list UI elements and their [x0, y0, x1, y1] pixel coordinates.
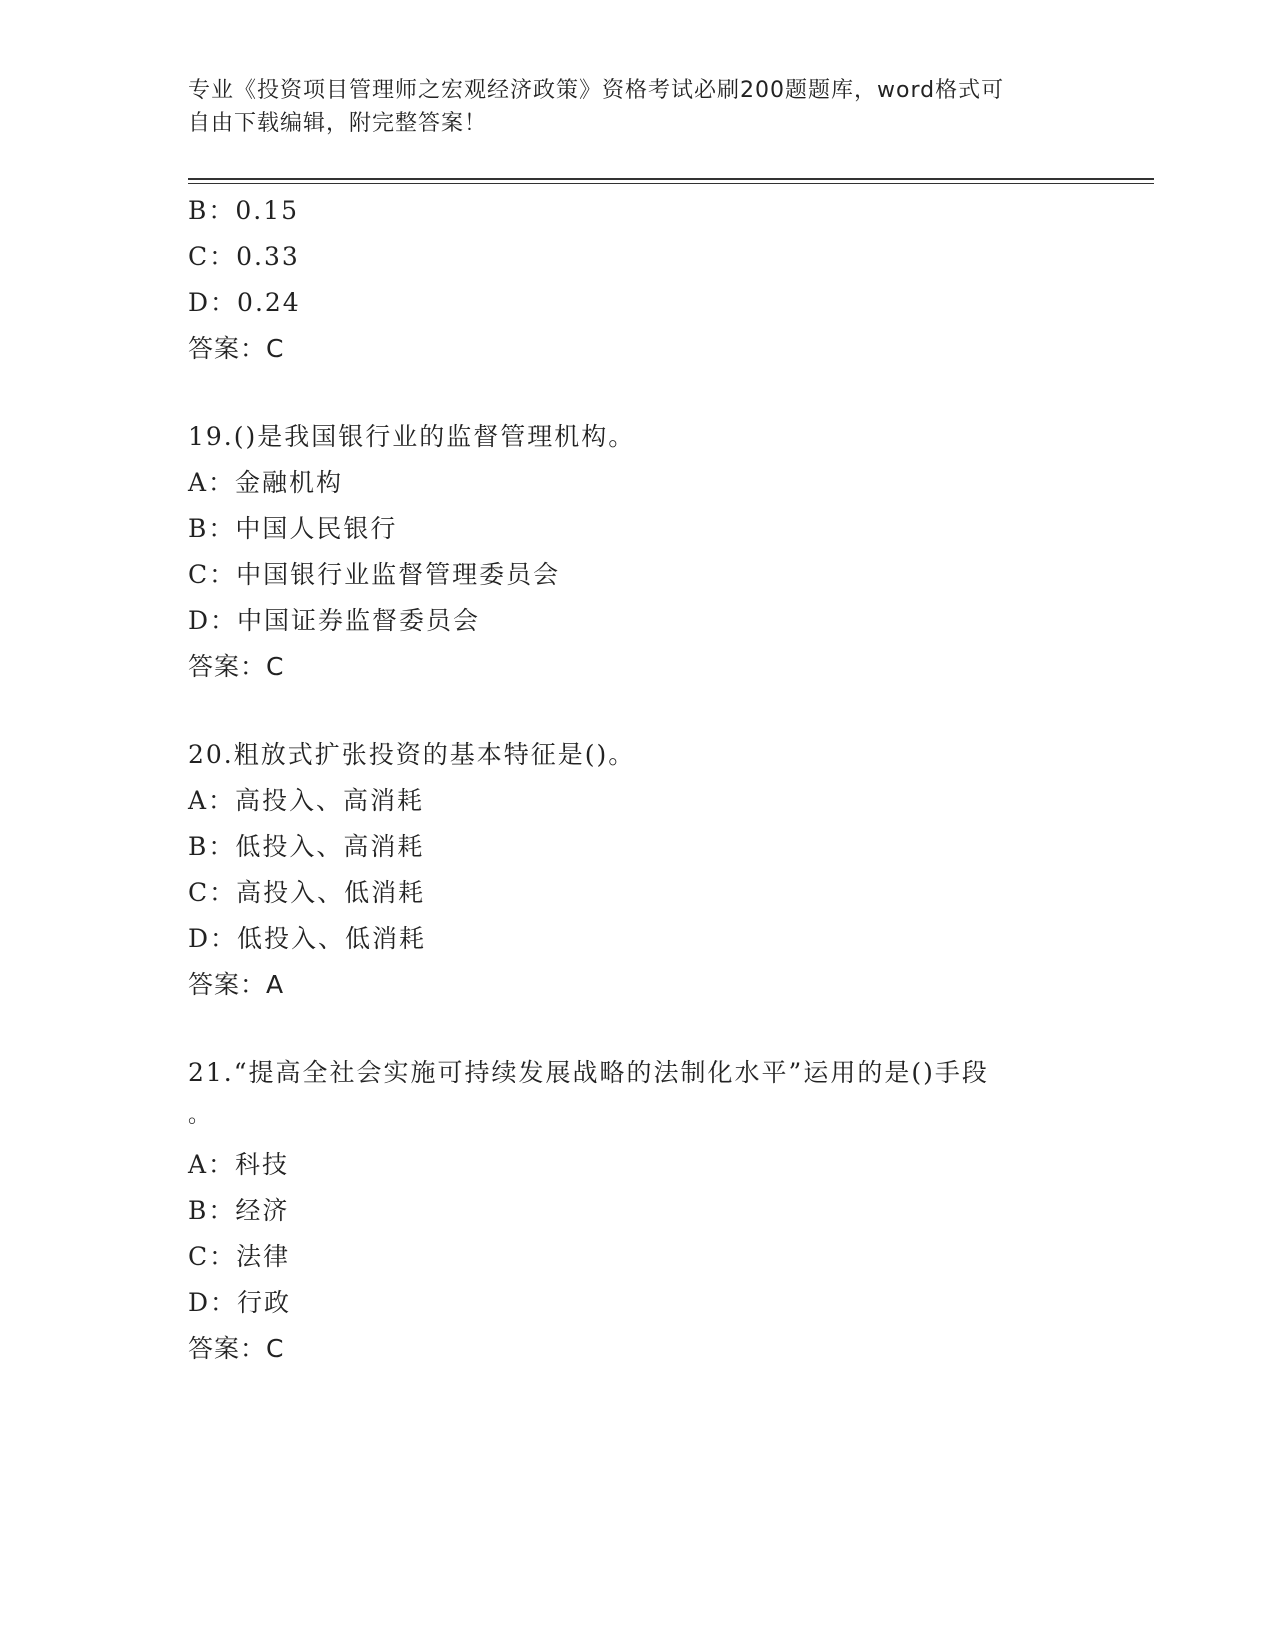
- header-divider-thin: [188, 183, 1154, 184]
- option-b: B：中国人民银行: [188, 514, 398, 543]
- answer: 答案：C: [188, 652, 285, 681]
- spacer: [188, 690, 1088, 732]
- question-text: 20.粗放式扩张投资的基本特征是()。: [188, 740, 636, 769]
- option-c: C：0.33: [188, 242, 300, 271]
- header-title-line-1: 专业《投资项目管理师之宏观经济政策》资格考试必刷200题题库，word格式可: [188, 78, 1005, 103]
- option-a: A：科技: [188, 1150, 290, 1179]
- option-b: B：低投入、高消耗: [188, 832, 425, 861]
- option-a: A：高投入、高消耗: [188, 786, 425, 815]
- question-20: [188, 732, 1088, 1008]
- question-19: [188, 414, 1088, 690]
- question-text: 21.“提高全社会实施可持续发展战略的法制化水平”运用的是()手段: [188, 1058, 989, 1087]
- question-18: [188, 188, 1088, 372]
- option-d: D：低投入、低消耗: [188, 924, 427, 953]
- header-divider-thick: [188, 178, 1154, 180]
- option-c: C：高投入、低消耗: [188, 878, 426, 907]
- question-text: 19.()是我国银行业的监督管理机构。: [188, 422, 636, 451]
- option-c: C：中国银行业监督管理委员会: [188, 560, 561, 589]
- spacer: [188, 372, 1088, 414]
- page-header: [188, 74, 1068, 140]
- answer: 答案：C: [188, 1334, 285, 1363]
- option-d: D：行政: [188, 1288, 292, 1317]
- option-b: B：0.15: [188, 196, 300, 225]
- question-list: [188, 188, 1088, 1372]
- option-b: B：经济: [188, 1196, 290, 1225]
- question-text-continuation: 。: [188, 1103, 213, 1128]
- option-c: C：法律: [188, 1242, 291, 1271]
- option-d: D：0.24: [188, 288, 301, 317]
- answer: 答案：C: [188, 334, 285, 363]
- question-21: [188, 1050, 1088, 1372]
- option-d: D：中国证券监督委员会: [188, 606, 481, 635]
- header-title-line-2: 自由下载编辑，附完整答案！: [188, 111, 488, 136]
- spacer: [188, 1008, 1088, 1050]
- answer: 答案：A: [188, 970, 285, 999]
- option-a: A：金融机构: [188, 468, 344, 497]
